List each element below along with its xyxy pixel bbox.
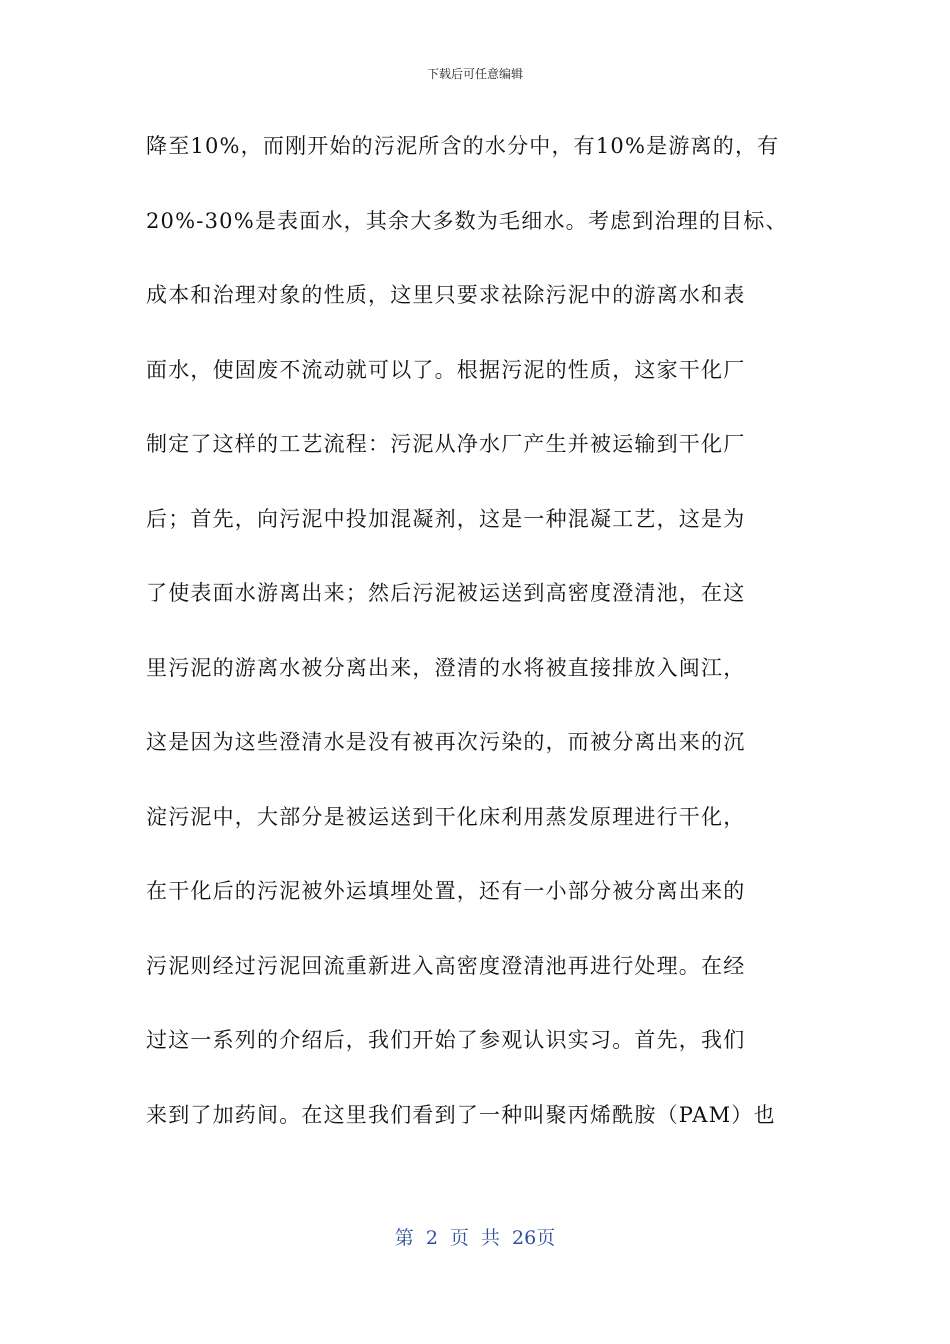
text-line: 污泥则经过污泥回流重新进入高密度澄清池再进行处理。在经 — [146, 953, 746, 978]
text-line: 后；首先，向污泥中投加混凝剂，这是一种混凝工艺，这是为 — [146, 506, 746, 531]
body-text — [146, 122, 826, 1165]
text-line: 在干化后的污泥被外运填埋处置，还有一小部分被分离出来的 — [146, 879, 746, 903]
page-footer: 第 2 页 共 26页 — [394, 1227, 556, 1249]
text-line: 这是因为这些澄清水是没有被再次污染的，而被分离出来的沉 — [146, 730, 746, 754]
text-line: 20%-30%是表面水，其余大多数为毛细水。考虑到治理的目标、 — [146, 208, 788, 233]
text-line: 过这一系列的介绍后，我们开始了参观认识实习。首先，我们 — [146, 1028, 746, 1052]
text-line: 淀污泥中，大部分是被运送到干化床利用蒸发原理进行干化， — [146, 804, 746, 829]
text-line: 面水，使固废不流动就可以了。根据污泥的性质，这家干化厂 — [146, 357, 746, 382]
text-line: 降至10%，而刚开始的污泥所含的水分中，有10%是游离的，有 — [146, 134, 780, 158]
text-line: 成本和治理对象的性质，这里只要求祛除污泥中的游离水和表 — [146, 283, 746, 307]
page-header: 下载后可任意编辑 — [426, 67, 523, 81]
text-line: 了使表面水游离出来；然后污泥被运送到高密度澄清池，在这 — [146, 581, 746, 605]
text-line: 里污泥的游离水被分离出来，澄清的水将被直接排放入闽江， — [146, 655, 746, 680]
text-line: 来到了加药间。在这里我们看到了一种叫聚丙烯酰胺（PAM）也 — [146, 1102, 776, 1127]
text-line: 制定了这样的工艺流程：污泥从净水厂产生并被运输到干化厂 — [146, 432, 746, 456]
